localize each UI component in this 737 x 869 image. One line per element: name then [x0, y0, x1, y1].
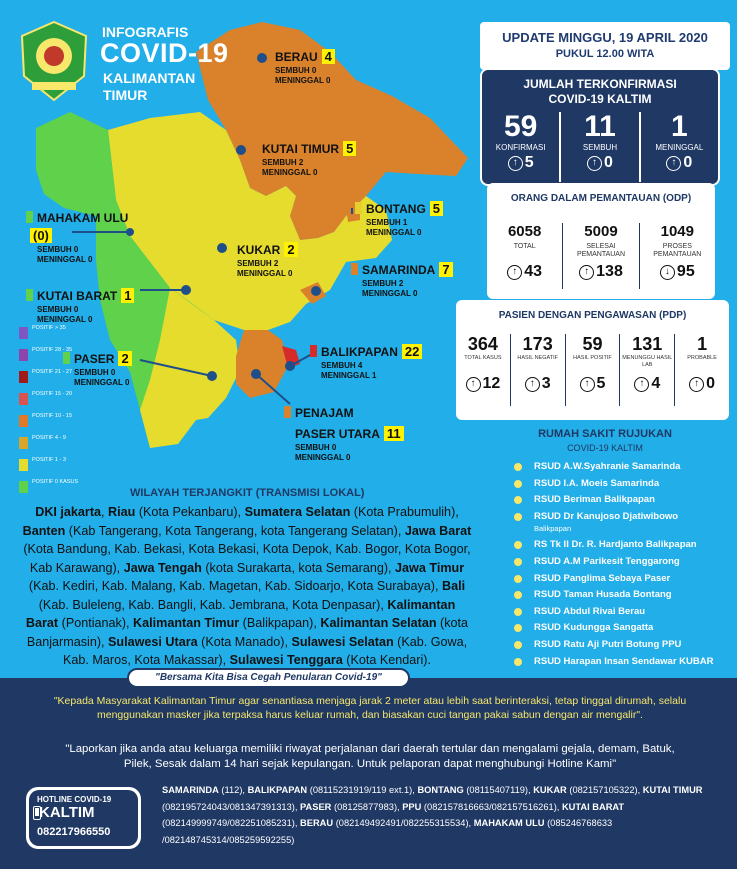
hospital-name: RSUD A.M Parikesit Tenggarong: [534, 555, 680, 567]
stat-delta: [482, 154, 559, 172]
wilayah-cities: (Kab. Buleleng, Kab. Bangli, Kab. Jembrana, Kota Denpasar),: [38, 597, 388, 612]
wilayah-province: Bali: [441, 579, 466, 593]
stat-label: PROBABLE: [687, 355, 717, 361]
contact-number[interactable]: (112),: [218, 785, 248, 795]
region-balikpapan: [310, 343, 422, 381]
region-name: BALIKPAPAN: [321, 345, 398, 359]
hospital-item: [512, 589, 732, 601]
wilayah-cities: (Kota Prabumulih),: [350, 505, 459, 519]
bullet-icon: [514, 558, 522, 566]
bullet-icon: [514, 463, 522, 471]
hospital-name: RSUD Kudungga Sangatta: [534, 622, 654, 634]
bullet-icon: [514, 496, 522, 504]
legend-item: [19, 457, 79, 474]
region-name: PASER UTARA: [295, 427, 380, 441]
stat-delta: [566, 375, 620, 393]
hospital-item: [512, 622, 732, 634]
region-name: PASER: [74, 352, 115, 366]
report-quote: "Laporkan jika anda atau keluarga memiliki riwayat perjalanan dari daerah tertular dan mengalami gejala, demam, Batuk, Pilek, Sesak dalam 14 hari sejak kepulangan. Untuk pelaporan dapat menghubungi Hotline Kami": [65, 743, 675, 770]
region-name: MAHAKAM ULU: [37, 211, 129, 225]
region-meninggal: MENINGGAL 0: [362, 289, 418, 298]
stat-delta: [511, 375, 565, 393]
hospital-item: [512, 494, 732, 506]
region-meninggal: MENINGGAL 0: [275, 76, 331, 85]
arrow-up-icon: ↑: [666, 156, 681, 171]
bullet-icon: [514, 641, 522, 649]
region-name: PENAJAM: [295, 406, 354, 420]
hospital-item: [512, 573, 732, 585]
region-name: KUKAR: [237, 243, 281, 257]
region-meninggal: MENINGGAL 0: [262, 168, 318, 177]
region-count: 5: [343, 141, 356, 156]
confirmed-stat: [561, 112, 640, 182]
stat-delta-value: 43: [524, 263, 543, 280]
legend-swatch: [19, 459, 28, 471]
legend-swatch: [19, 349, 28, 361]
hospital-item: [512, 461, 732, 473]
arrow-up-icon: ↑: [507, 265, 522, 280]
update-time: PUKUL 12.00 WITA: [555, 48, 655, 60]
region-name: KUTAI TIMUR: [262, 142, 340, 156]
legend-item: [19, 391, 79, 408]
region-sembuh: SEMBUH 0: [74, 368, 116, 377]
legend-swatch: [19, 393, 28, 405]
region-sembuh: SEMBUH 1: [366, 218, 408, 227]
region-meninggal: MENINGGAL 1: [321, 371, 377, 380]
wilayah-cities: (Kota Bandung, Kab. Bekasi, Kota Bekasi, Kota Depok, Kab. Bogor, Kota Bogor, Kab Karawang),: [23, 542, 471, 575]
contact-region: PASER: [300, 801, 332, 812]
region-berau: [275, 48, 335, 86]
confirmed-title: [482, 77, 718, 107]
stat-delta: [456, 375, 510, 393]
hospital-city: Balikpapan: [534, 523, 572, 533]
region-sembuh: SEMBUH 2: [362, 279, 404, 288]
stat-value: 1: [670, 110, 688, 143]
contact-region: PPU: [402, 801, 422, 812]
odp-stat: [487, 223, 563, 289]
stat-value: 59: [503, 110, 538, 143]
hospital-name: RSUD A.W.Syahranie Samarinda: [534, 461, 681, 472]
stat-value: 5009: [584, 223, 618, 240]
wilayah-cities: (Kab Tangerang, Kota Tangerang, kota Tangerang Selatan),: [65, 523, 405, 538]
wilayah-province: Sulawesi Tenggara: [229, 653, 343, 667]
bullet-icon: [514, 658, 522, 666]
wilayah-cities: (Kab. Gowa, Kab. Maros, Kota Makassar),: [63, 634, 468, 667]
contact-number[interactable]: (082195724043/081347391313),: [162, 801, 301, 812]
confirmed-stat: [641, 112, 718, 182]
stat-label: SEMBUH: [582, 143, 618, 152]
region-kukar: [237, 241, 298, 279]
contact-region: KUTAI BARAT: [561, 801, 625, 812]
wilayah-province: Kalimantan Selatan: [320, 616, 437, 630]
stat-label: TOTAL KASUS: [464, 355, 502, 361]
wilayah-province: Sulawesi Utara: [108, 634, 198, 649]
hospital-item: [512, 656, 732, 668]
stat-delta-value: 95: [676, 263, 695, 280]
contact-region: MAHAKAM ULU: [473, 818, 545, 828]
hospital-name: RSUD Beriman Balikpapan: [534, 494, 655, 506]
region-meninggal: MENINGGAL 0: [366, 228, 422, 237]
region-name: KUTAI BARAT: [37, 289, 118, 303]
region-name: SAMARINDA: [362, 263, 436, 277]
stat-delta-value: 138: [596, 263, 623, 280]
stat-delta-value: 0: [604, 154, 613, 171]
region-square-icon: [355, 202, 362, 214]
wilayah-province: Banten: [22, 523, 66, 538]
stat-delta: [487, 263, 562, 281]
region-samarinda: [351, 261, 453, 299]
stat-value: 1: [697, 334, 708, 354]
pdp-stats: [456, 334, 729, 406]
odp-title: ORANG DALAM PEMANTAUAN (ODP): [510, 193, 692, 204]
region-square-icon: [351, 263, 358, 275]
bullet-icon: [514, 541, 522, 549]
region-sembuh: SEMBUH 0: [295, 443, 337, 452]
pdp-stat: [566, 334, 621, 406]
header-title: COVID-19: [100, 38, 229, 68]
stat-delta: [561, 154, 638, 172]
stat-delta-value: 0: [683, 154, 693, 171]
wilayah-text: [22, 503, 472, 670]
wilayah-cities: (kota Surakarta, kota Semarang),: [201, 560, 396, 575]
map-region-mahulu: [36, 112, 116, 216]
bullet-icon: [514, 608, 522, 616]
legend-label: POSITIF 15 - 20: [32, 391, 73, 397]
arrow-up-icon: ↑: [508, 156, 523, 171]
region-bontang: [355, 200, 443, 238]
legend-swatch: [19, 437, 28, 449]
bullet-icon: [514, 480, 522, 488]
region-meninggal: MENINGGAL 0: [295, 453, 351, 462]
bullet-icon: [514, 591, 522, 599]
region-mahakam-ulu: [26, 209, 136, 265]
slogan: "Bersama Kita Bisa Cegah Penularan Covid-19": [127, 668, 410, 688]
contact-region: BONTANG: [417, 785, 464, 795]
hospital-name: RSUD Abdul Rivai Berau: [534, 605, 646, 617]
contact-region: SAMARINDA: [162, 785, 219, 795]
hospital-name: RSUD Panglima Sebaya Paser: [534, 572, 671, 584]
map-legend: [19, 325, 79, 501]
wilayah-province: DKI jakarta: [35, 505, 102, 519]
arrow-up-icon: ↑: [587, 156, 602, 171]
contact-number[interactable]: (082149492491/082255315534),: [333, 818, 474, 828]
contact-region: BALIKPAPAN: [247, 785, 308, 795]
header-subtitle: KALIMANTAN TIMUR: [103, 70, 196, 103]
hotline-number[interactable]: 082217966550: [37, 826, 111, 838]
legend-label: POSITIF 21 - 27: [32, 369, 73, 375]
contact-region: KUKAR: [533, 785, 567, 795]
legend-label: POSITIF 0 KASUS: [32, 479, 79, 485]
pdp-stat: [675, 334, 729, 406]
hospital-item: [512, 539, 732, 551]
arrow-up-icon: ↑: [579, 265, 594, 280]
hotline-region: KALTIM: [39, 804, 95, 821]
update-date: UPDATE MINGGU, 19 APRIL 2020: [502, 30, 708, 45]
region-square-icon: [26, 289, 33, 301]
region-count: 22: [402, 344, 422, 359]
hospital-item: [512, 639, 732, 651]
stat-delta-value: 5: [524, 154, 534, 171]
update-box: [480, 22, 730, 70]
wilayah-province: Jawa Tengah: [123, 560, 202, 575]
hospital-item: [512, 478, 732, 490]
arrow-down-icon: ↓: [660, 265, 675, 280]
wilayah-province: Sumatera Selatan: [244, 505, 351, 519]
legend-item: [19, 347, 79, 364]
region-count: (0): [30, 228, 52, 243]
kaltim-logo-icon: [18, 20, 90, 102]
wilayah-province: Jawa Barat: [404, 523, 472, 538]
stat-value: 6058: [507, 223, 542, 240]
hospital-title-main: RUMAH SAKIT RUJUKAN: [538, 428, 672, 440]
wilayah-cities: (Balikpapan),: [239, 616, 321, 630]
region-count: 1: [121, 288, 134, 303]
legend-swatch: [19, 327, 28, 339]
legend-item: [19, 435, 79, 452]
header-small: INFOGRAFIS: [102, 24, 189, 40]
region-count: 4: [322, 49, 335, 64]
stat-label: TOTAL: [513, 243, 536, 250]
wilayah-cities: ,: [101, 505, 109, 519]
legend-swatch: [19, 481, 28, 493]
pdp-title: PASIEN DENGAN PENGAWASAN (PDP): [498, 310, 687, 321]
legend-item: [19, 479, 79, 496]
stat-delta: [675, 375, 729, 393]
legend-label: POSITIF 28 - 35: [32, 347, 73, 353]
wilayah-province: Kalimantan Timur: [133, 616, 240, 630]
confirmed-title-1: JUMLAH TERKONFIRMASI: [523, 77, 677, 91]
hospital-name: RSUD Taman Husada Bontang: [534, 589, 672, 601]
stat-label: PROSES PEMANTAUAN: [653, 243, 702, 258]
hospital-title: [500, 428, 710, 453]
legend-swatch: [19, 371, 28, 383]
pdp-panel: [456, 300, 729, 420]
wilayah-title: WILAYAH TERJANGKIT (TRANSMISI LOKAL): [130, 487, 365, 499]
stat-label: HASIL NEGATIF: [517, 355, 559, 361]
hospital-item: [512, 556, 732, 568]
hospital-list: [512, 461, 732, 672]
bullet-icon: [514, 575, 522, 583]
stat-delta-value: 3: [541, 375, 551, 392]
wilayah-province: Riau: [108, 505, 136, 519]
region-count: 11: [384, 426, 404, 441]
region-sembuh: SEMBUH 4: [321, 361, 363, 370]
wilayah-province: Kalimantan Barat: [25, 597, 456, 630]
confirmed-title-2: COVID-19 KALTIM: [548, 92, 652, 106]
bullet-icon: [514, 624, 522, 632]
contact-region: KUTAI TIMUR: [642, 785, 703, 795]
hospital-name: RS Tk II Dr. R. Hardjanto Balikpapan: [534, 539, 697, 551]
contact-list: [162, 782, 728, 848]
region-count: 2: [284, 242, 297, 257]
region-count: 2: [118, 351, 131, 366]
region-sembuh: SEMBUH 2: [237, 259, 279, 268]
hospital-name: RSUD Ratu Aji Putri Botung PPU: [534, 638, 682, 650]
region-meninggal: MENINGGAL 0: [237, 269, 293, 278]
contact-number[interactable]: (082157816663/082157516261),: [421, 801, 562, 812]
contact-number[interactable]: (085246768633 /082148745314/085259592255): [162, 818, 613, 845]
region-count: 5: [430, 201, 443, 216]
stat-delta-value: 12: [482, 375, 501, 392]
hospital-name: RSUD I.A. Moeis Samarinda: [534, 477, 660, 489]
wilayah-province: Sulawesi Selatan: [291, 634, 394, 649]
hospital-name: RSUD Harapan Insan Sendawar KUBAR: [534, 655, 714, 667]
pdp-stat: [620, 334, 675, 406]
stat-delta: [563, 263, 638, 281]
arrow-up-icon: ↑: [580, 377, 595, 392]
pdp-stat: [456, 334, 511, 406]
region-sembuh: SEMBUH 0: [37, 305, 79, 314]
region-name: BERAU: [275, 50, 318, 64]
legend-label: POSITIF 1 - 3: [32, 457, 66, 463]
stat-label: HASIL POSITIF: [573, 355, 612, 361]
stat-value: 173: [522, 334, 553, 354]
stat-value: 11: [584, 110, 616, 143]
region-sembuh: SEMBUH 2: [262, 158, 304, 167]
wilayah-cities: (Pontianak),: [58, 616, 134, 630]
hospital-item: [512, 511, 732, 535]
arrow-up-icon: ↑: [689, 377, 704, 392]
advice-quote: "Kepada Masyarakat Kalimantan Timur agar senantiasa menjaga jarak 2 meter atau lebih saat berinteraksi, tetap tinggal dirumah, selalu menggunakan masker jika terpaksa harus keluar rumah, dan biasakan cuci tangan pakai sabun dengan air mengalir".: [53, 695, 687, 721]
confirmed-stat: [482, 112, 561, 182]
wilayah-cities: (Kota Pekanbaru),: [135, 505, 245, 519]
stat-value: 364: [467, 334, 498, 354]
stat-label: SELESAI PEMANTAUAN: [576, 243, 626, 258]
region-square-icon: [310, 345, 317, 357]
odp-stat: [563, 223, 639, 289]
contact-region: BERAU: [300, 818, 334, 828]
wilayah-cities: (Kota Manado),: [197, 634, 292, 649]
wilayah-cities: (kota Banjarmasin),: [26, 616, 469, 649]
odp-stat: [640, 223, 715, 289]
region-meninggal: MENINGGAL 0: [37, 315, 93, 324]
contact-number[interactable]: (082149999749/082251085231),: [162, 818, 301, 828]
stat-delta-value: 0: [706, 375, 716, 392]
hotline-card[interactable]: [26, 787, 141, 849]
legend-item: [19, 369, 79, 386]
region-meninggal: MENINGGAL 0: [74, 378, 130, 387]
contact-number[interactable]: (082157105322),: [566, 785, 643, 795]
legend-label: POSITIF 4 - 9: [32, 435, 66, 441]
stat-delta: [620, 375, 674, 393]
wilayah-province: Jawa Timur: [395, 560, 465, 575]
stat-delta: [640, 263, 715, 281]
stat-value: 1049: [660, 223, 694, 240]
arrow-up-icon: ↑: [525, 377, 540, 392]
legend-item: [19, 325, 79, 342]
odp-stats: [487, 223, 715, 289]
region-name: BONTANG: [366, 202, 426, 216]
legend-swatch: [19, 415, 28, 427]
legend-label: POSITIF 10 - 15: [32, 413, 73, 419]
contact-number[interactable]: (08115231919/119 ext.1),: [307, 785, 418, 795]
stat-delta: [641, 154, 718, 172]
contact-number[interactable]: (08115407119),: [463, 785, 534, 795]
region-square-icon: [284, 406, 291, 418]
region-square-icon: [26, 211, 33, 223]
confirmed-panel: [480, 68, 720, 186]
region-meninggal: MENINGGAL 0: [37, 255, 93, 264]
stat-label: MENINGGAL: [655, 143, 704, 152]
stat-delta-value: 5: [596, 375, 606, 392]
stat-value: 59: [582, 334, 603, 354]
wilayah-cities: (Kota Kendari).: [342, 653, 431, 667]
stat-value: 131: [632, 334, 663, 354]
confirmed-stats: [482, 112, 718, 182]
region-ppu-detail: [295, 425, 404, 463]
hospital-name: RSUD Dr Kanujoso Djatiwibowo: [534, 510, 679, 522]
stat-label: KONFIRMASI: [495, 143, 546, 152]
region-sembuh: SEMBUH 0: [275, 66, 317, 75]
hotline-label: HOTLINE COVID-19: [37, 795, 112, 804]
map-region-ppu: [236, 330, 288, 398]
contact-number[interactable]: (08125877983),: [331, 801, 403, 812]
wilayah-cities: (Kab. Kediri, Kab. Malang, Kab. Magetan, Kab. Sidoarjo, Kota Surabaya),: [28, 579, 442, 593]
stat-label: MENUNGGU HASIL LAB: [622, 355, 673, 368]
stat-delta-value: 4: [651, 375, 661, 392]
region-sembuh: SEMBUH 0: [37, 245, 79, 254]
arrow-up-icon: ↑: [634, 377, 649, 392]
region-count: 7: [439, 262, 452, 277]
region-kutai-barat: [26, 287, 134, 325]
legend-label: POSITIF > 35: [32, 325, 66, 331]
legend-item: [19, 413, 79, 430]
region-ppu: [284, 404, 354, 422]
hospital-item: [512, 606, 732, 618]
hospital-title-sub: COVID-19 KALTIM: [567, 443, 643, 453]
region-kutai-timur: [262, 140, 356, 178]
odp-panel: [487, 183, 715, 299]
arrow-up-icon: ↑: [466, 377, 481, 392]
bullet-icon: [514, 513, 522, 521]
pdp-stat: [511, 334, 566, 406]
